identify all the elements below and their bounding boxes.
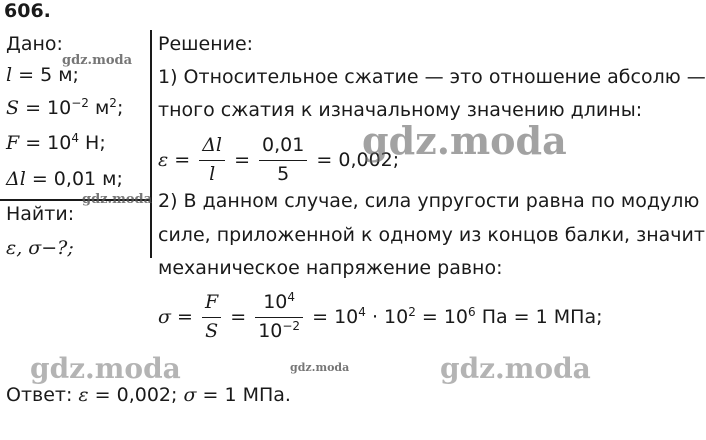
exp-f: 4	[71, 131, 80, 145]
watermark-center: gdz.moda	[362, 118, 567, 163]
fraction-values	[259, 135, 307, 186]
tail-s: ;	[116, 97, 124, 119]
strain-result: = 0,002;	[316, 148, 400, 171]
step1-line1: 1) Относительное сжатие — это отношение абсолю —	[158, 66, 706, 88]
fraction-dl-over-l	[199, 135, 225, 186]
given-length	[6, 66, 79, 85]
answer-stress-value: = 1 МПа.	[196, 384, 291, 406]
given-area	[6, 96, 124, 119]
problem-number: 606.	[4, 0, 51, 22]
fraction-f-over-s	[202, 292, 221, 343]
answer-var-strain: ε	[78, 384, 89, 406]
unit-f: Н;	[79, 132, 106, 154]
given-force	[6, 131, 106, 154]
strain-lhs: ε =	[158, 148, 191, 171]
value-l: = 5 м;	[12, 64, 79, 86]
step2-line2: силе, приложенной к одному из концов балки, значит	[158, 224, 705, 246]
column-divider	[150, 30, 152, 258]
value-f: = 10	[19, 132, 72, 154]
find-heading: Найти:	[6, 203, 75, 225]
exp-s: −2	[71, 96, 89, 110]
frac-num-power: $10^4$	[255, 292, 303, 318]
stress-chain: = $10^4 \cdot 10^2 = 10^6$ Па = 1 МПа;	[312, 304, 603, 328]
step2-line3: механическое напряжение равно:	[158, 257, 503, 279]
frac-den-s: S	[205, 319, 219, 342]
unit-s: м	[88, 97, 110, 119]
formula-stress	[158, 292, 603, 343]
answer-strain-value: = 0,002;	[88, 384, 184, 406]
frac-num-dl: Δl	[199, 135, 225, 161]
answer-label: Ответ:	[6, 384, 79, 406]
frac-den-power: $10^{-2}$	[258, 318, 301, 342]
unit-exp-s: 2	[109, 96, 117, 110]
given-delta-length	[6, 170, 123, 189]
frac-den-l: l	[209, 162, 216, 185]
watermark-given: gdz.moda	[82, 192, 153, 207]
frac-num-f: F	[202, 292, 221, 318]
frac-den-value: 5	[277, 162, 290, 185]
watermark-top-left: gdz.moda	[62, 53, 133, 68]
stress-eq1: =	[230, 305, 247, 328]
var-l: l	[6, 64, 13, 86]
watermark-bottom-left: gdz.moda	[30, 352, 181, 385]
strain-eq: =	[234, 148, 250, 171]
step1-line2: тного сжатия к изначальному значению длины:	[158, 99, 643, 121]
value-dl: = 0,01 м;	[25, 168, 123, 190]
step2-line1: 2) В данном случае, сила упругости равна по модулю	[158, 190, 700, 212]
given-heading: Дано:	[6, 33, 63, 55]
fraction-powers	[255, 292, 303, 343]
answer-line	[6, 386, 291, 405]
frac-num-value: 0,01	[259, 135, 307, 161]
var-dl: Δl	[6, 168, 26, 190]
stress-lhs: σ =	[158, 305, 193, 328]
var-s: S	[6, 97, 20, 119]
var-f: F	[6, 132, 20, 154]
answer-var-stress: σ	[183, 384, 197, 406]
solution-heading: Решение:	[158, 33, 254, 55]
watermark-bottom-right: gdz.moda	[440, 352, 591, 385]
find-value: ε, σ−?;	[6, 237, 74, 259]
value-s: = 10	[19, 97, 72, 119]
watermark-bottom-center: gdz.moda	[290, 361, 350, 374]
